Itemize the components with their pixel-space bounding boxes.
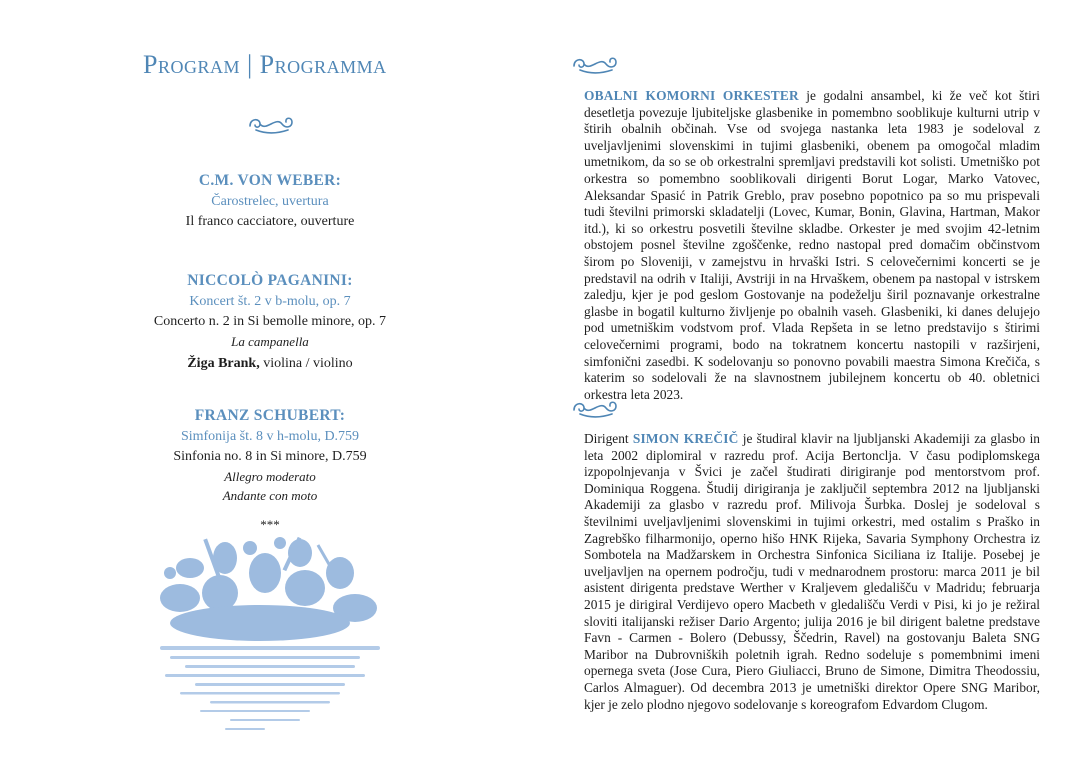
scroll-ornament-icon	[570, 396, 620, 420]
orchestra-biography	[584, 88, 1040, 403]
section-separator: ***	[260, 517, 280, 532]
composer-name: FRANZ SCHUBERT:	[194, 407, 346, 424]
piece-title-italian: Sinfonia no. 8 in Si minore, D.759	[173, 449, 367, 464]
piece-title-italian: Il franco cacciatore, ouverture	[185, 214, 355, 229]
piece-title-italian: Concerto n. 2 in Si bemolle minore, op. 7	[153, 314, 387, 329]
movement: La campanella	[231, 334, 309, 349]
movement: Allegro moderato	[224, 469, 316, 484]
soloist	[100, 353, 440, 375]
movement: Andante con moto	[222, 488, 318, 503]
conductor-biography	[584, 431, 1040, 713]
scroll-ornament-icon	[570, 52, 620, 76]
scroll-ornament-icon	[246, 112, 296, 136]
conductor-prefix: Dirigent	[584, 431, 633, 446]
orchestra-text: je godalni ansambel, ki že več kot štiri desetletja povezuje ljubiteljske glasbenike in pomembno sooblikuje kulturni utrip v štirih obalnih občinah. Vse od svojega nastanka leta 1983 je sodeloval z uveljavljenimi slovenskimi in tujimi glasbeniki, obenem pa omogočal mladim umetnikom, da so se ob orkestralni spremljavi predstavili kot solisti. Umetniško pot orkestra so pomembno sooblikovali dirigenti Borut Logar, Marko Vatovec, Aleksandar Spasić in Patrik Greblo, prav posebno popotnico pa so mu prispevali tudi številni primorski skladatelji (Lovec, Kumar, Bonin, Glavina, Hartman, Makor itd.), ki so orkestru posvetili številne skladbe. Orkester je med svojim 42-letnim obstojem posnel številne zgoščenke, redno nastopal pred domačim občinstvom širom po Sloveniji, v zamejstvu in hrvaški Istri. S celovečernimi koncerti se je predstavil na odrih v Italiji, Avstriji in na Hrvaškem, obenem pa nastopal v istrskem zaledju, kjer je pod geslom Gostovanje na podeželju širil poznavanje orkestralne glasbe in bogatil kulturno življenje po obalnih vaseh. Glasbeniki, ki danes delujejo pod umetniškim vodstvom prof. Vlada Repšeta in se letno predstavijo s štirimi celovečernimi programi, bodo na tokratnem koncertu nastopili v razširjeni, simfonični zasedbi. K sodelovanju so ponovno povabili maestra Simona Krečiča, s katerim so sodelovali že na slavnostnem jubilejnem koncertu ob 40. obletnici orkestra leta 2023.	[584, 88, 1040, 402]
bio-page	[540, 0, 1080, 764]
piece-paganini	[100, 270, 440, 375]
piece-title-slovene: Simfonija št. 8 v h-molu, D.759	[180, 429, 360, 444]
orchestra-illustration	[150, 528, 390, 742]
soloist-role: violina / violino	[263, 356, 353, 371]
orchestra-name: OBALNI KOMORNI ORKESTER	[584, 88, 799, 103]
piece-schubert	[100, 405, 440, 505]
program-title: Program | Programma	[143, 50, 387, 79]
conductor-name: SIMON KREČIČ	[632, 431, 739, 446]
piece-weber	[100, 170, 440, 232]
composer-name: NICCOLÒ PAGANINI:	[187, 272, 353, 289]
piece-title-slovene: Koncert št. 2 v b-molu, op. 7	[189, 294, 351, 309]
soloist-name: Žiga Brank,	[187, 356, 260, 371]
composer-name: C.M. VON WEBER:	[198, 172, 342, 189]
piece-title-slovene: Čarostrelec, uvertura	[211, 194, 329, 209]
conductor-text: je študiral klavir na ljubljanski Akademiji za glasbo in leta 2002 diplomiral v razredu prof. Acija Bertonclja. V času podiplomskega izpopolnjevanja v Švici je začel študirati dirigiranje pod mentorstvom prof. Dominiqua Roggena. Študij dirigiranja je zaključil septembra 2012 na ljubljanski Akademiji za glasbo v razredu prof. Milivoja Šurbka. Doslej je sodeloval s številnimi uveljavljenimi slovenskimi in tujimi orkestri, med ostalim s Praško in Zagrebško filharmonijo, operno hišo HNK Rijeka, Savaria Symphony Orchestra iz Sombotela na Madžarskem in Orchestra Sinfonica Siciliana iz Italije. Posebej je uveljavljen na opernem področju, tudi v mednarodnem prostoru: marca 2011 je bil asistent dirigenta predstave Werther v Kraljevem gledališču v Madridu; februarja 2015 je dirigiral Verdijevo opero Macbeth v gledališču Verdi v Pisi, ki jo je režiral sloviti italijanski režiser Dario Argento; julija 2016 je bil dirigent baletne predstave Favn - Carmen - Bolero (Debussy, Ščedrin, Ravel) na gostovanju Baleta SNG Maribor na Dubrovniških poletnih igrah. Redno sodeluje s pomembnimi imeni opernega sveta (Jose Cura, Piero Giuliacci, Bruno de Simone, Dimitra Theodossiu, Carlos Almaguer). Od decembra 2013 je umetniški direktor Opere SNG Maribor, kjer je zelo plodno njegovo sodelovanje s koreografom Edvardom Clugom.	[584, 431, 1040, 712]
